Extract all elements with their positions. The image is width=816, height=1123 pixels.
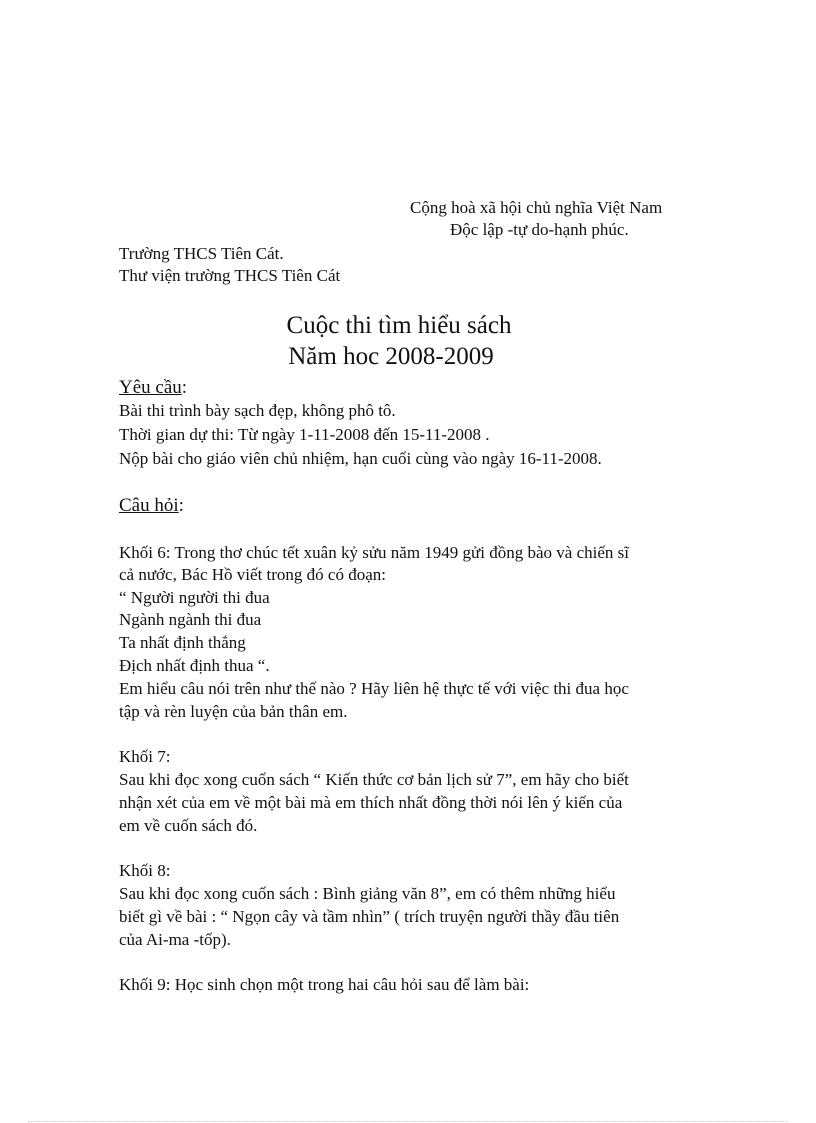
khoi6-line: Em hiểu câu nói trên như thế nào ? Hãy liên hệ thực tế với việc thi đua học (119, 679, 629, 698)
page-bottom-divider (28, 1121, 788, 1122)
requirement-line: Nộp bài cho giáo viên chủ nhiệm, hạn cuối cùng vào ngày 16-11-2008. (119, 449, 602, 468)
requirements-heading-colon: : (181, 377, 188, 398)
requirement-line: Bài thi trình bày sạch đẹp, không phô tô. (119, 401, 396, 420)
library-name: Thư viện trường THCS Tiên Cát (119, 266, 341, 285)
khoi7-line: nhận xét của em về một bài mà em thích nhất đồng thời nói lên ý kiến của (119, 793, 623, 812)
national-motto-line2: Độc lập -tự do-hạnh phúc. (450, 220, 629, 239)
khoi8-line: biết gì về bài : “ Ngọn cây và tầm nhìn” ( trích truyện người thầy đầu tiên (119, 907, 620, 926)
khoi8-line: của Ai-ma -tốp). (119, 930, 231, 949)
khoi6-line: “ Người người thi đua (119, 588, 270, 607)
requirements-heading-text: Yêu cầu (119, 377, 182, 398)
questions-heading-colon: : (178, 495, 184, 516)
requirement-line: Thời gian dự thi: Từ ngày 1-11-2008 đến 15-11-2008 . (119, 425, 490, 444)
khoi8-line: Sau khi đọc xong cuốn sách : Bình giảng văn 8”, em có thêm những hiểu (119, 884, 616, 903)
khoi6-line: Ta nhất định thắng (119, 633, 246, 652)
national-motto-line1: Cộng hoà xã hội chủ nghĩa Việt Nam (410, 198, 663, 217)
khoi6-line: Khối 6: Trong thơ chúc tết xuân kỷ sửu năm 1949 gửi đồng bào và chiến sĩ (119, 543, 629, 562)
khoi6-line: Địch nhất định thua “. (119, 656, 270, 675)
page-subtitle: Năm hoc 2008-2009 (288, 343, 494, 370)
khoi6-line: cả nước, Bác Hồ viết trong đó có đoạn: (119, 565, 386, 584)
questions-heading-text: Câu hỏi (119, 495, 179, 516)
khoi6-line: tập và rèn luyện của bản thân em. (119, 702, 348, 721)
khoi7-line: Khối 7: (119, 747, 171, 766)
khoi6-line: Ngành ngành thi đua (119, 610, 262, 629)
requirements-heading (119, 376, 187, 400)
khoi7-line: em về cuốn sách đó. (119, 816, 258, 835)
page-title: Cuộc thi tìm hiểu sách (286, 312, 512, 339)
questions-heading (119, 494, 184, 518)
khoi9-line: Khối 9: Học sinh chọn một trong hai câu hỏi sau để làm bài: (119, 975, 530, 994)
khoi7-line: Sau khi đọc xong cuốn sách “ Kiến thức cơ bản lịch sử 7”, em hãy cho biết (119, 770, 629, 789)
school-name: Trường THCS Tiên Cát. (119, 244, 284, 263)
khoi8-line: Khối 8: (119, 861, 171, 880)
